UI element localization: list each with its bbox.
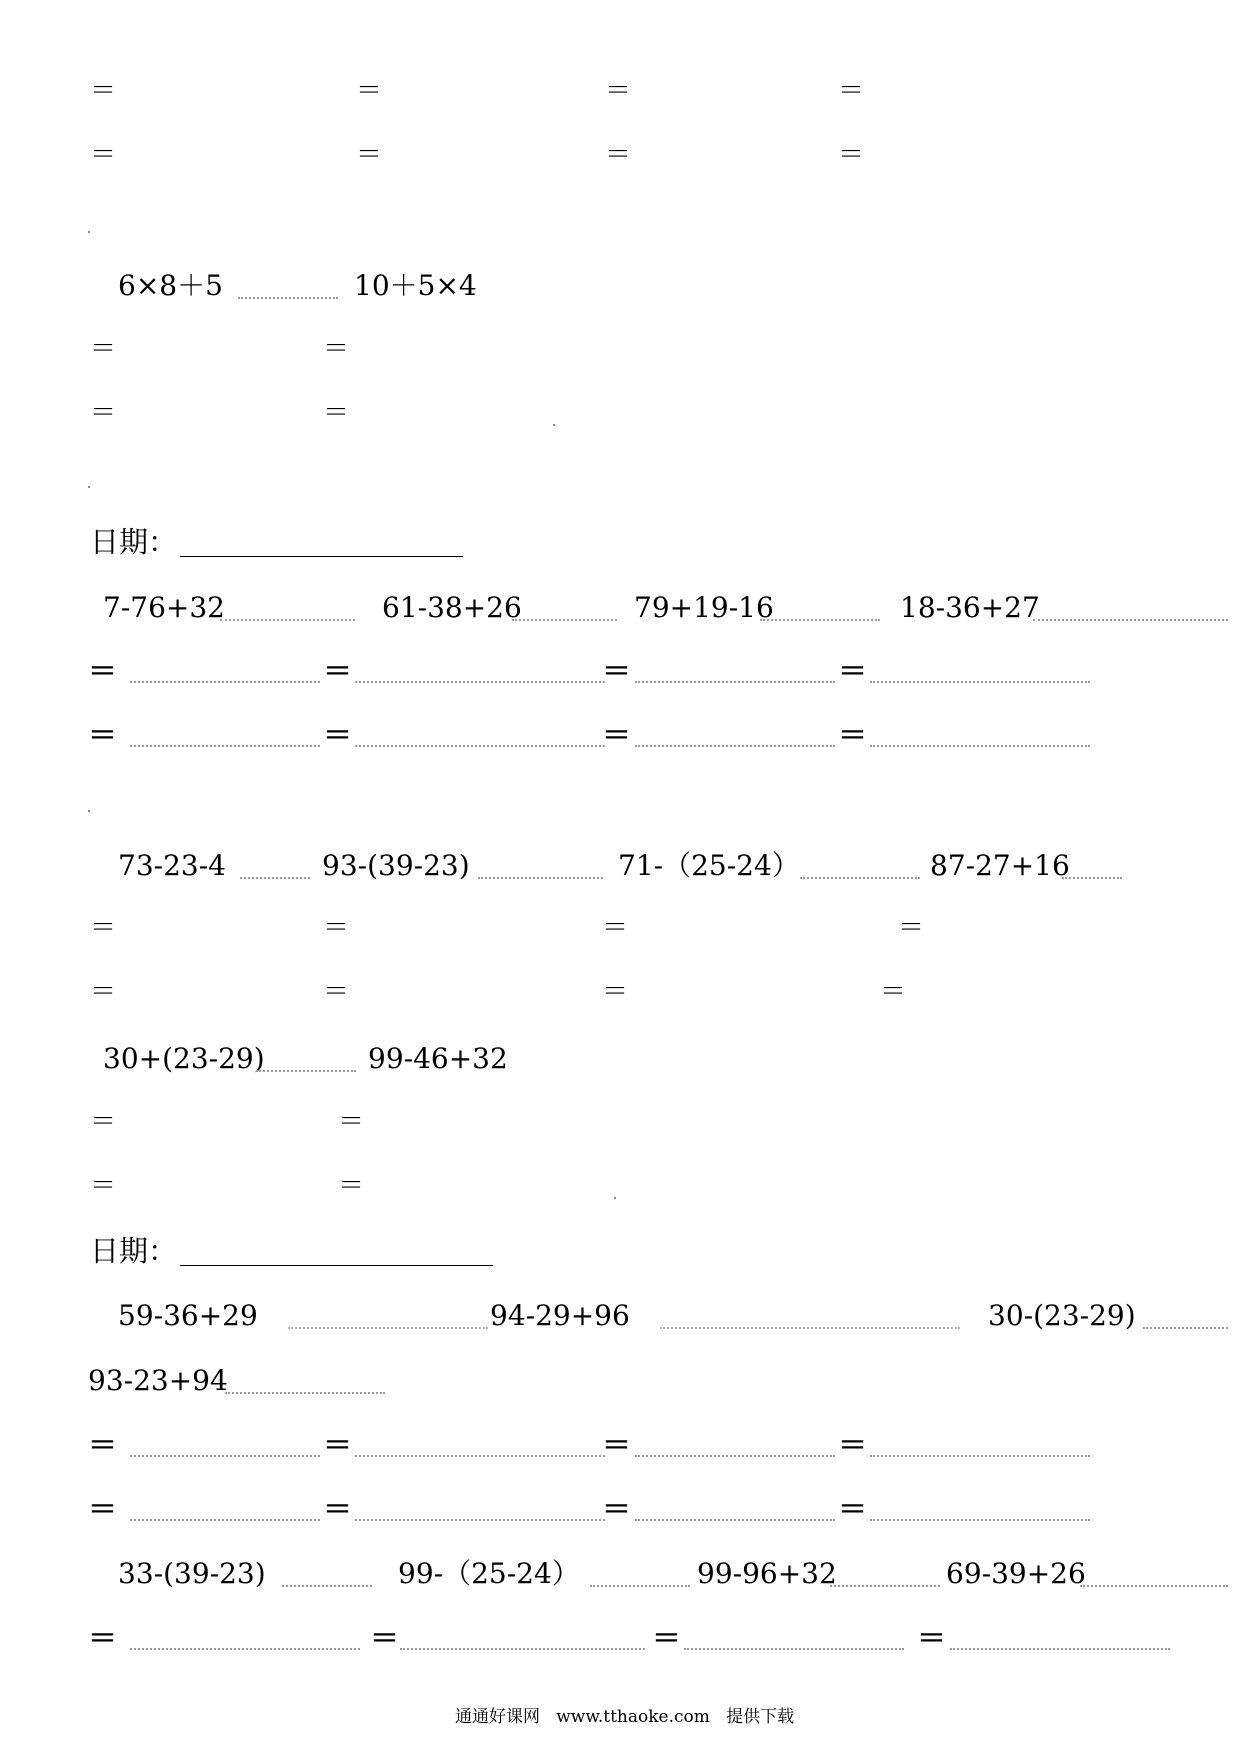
- equals-sign: ＝: [602, 977, 629, 1007]
- answer-dotted-line: [950, 1648, 1170, 1650]
- equals-sign: ＝: [602, 1492, 632, 1526]
- equals-sign: ＝: [323, 913, 350, 943]
- dotted-leader: [288, 1327, 488, 1329]
- answer-dotted-line: [130, 1519, 320, 1521]
- equals-sign: ＝: [602, 718, 632, 752]
- equals-sign: ＝: [917, 1621, 947, 1655]
- equals-sign: ＝: [323, 1492, 353, 1526]
- expression: 33-(39-23): [118, 1557, 266, 1590]
- equals-sign: ＝: [90, 1171, 117, 1201]
- dotted-leader: [225, 1392, 385, 1394]
- expression: 18-36+27: [900, 591, 1040, 624]
- equals-sign: ＝: [838, 140, 865, 170]
- dotted-leader: [800, 877, 920, 879]
- dotted-leader: [660, 1327, 960, 1329]
- answer-dotted-line: [355, 681, 605, 683]
- answer-dotted-line: [635, 681, 835, 683]
- speck: [88, 810, 90, 812]
- date-line: [180, 556, 463, 557]
- speck: [553, 424, 555, 426]
- dotted-leader: [830, 1585, 940, 1587]
- expression: 99-（25-24）: [398, 1557, 580, 1590]
- footer: [455, 1709, 794, 1726]
- footer-site-name: 通通好课网: [455, 1707, 540, 1727]
- equals-sign: ＝: [323, 977, 350, 1007]
- answer-dotted-line: [635, 1455, 835, 1457]
- equals-sign: ＝: [652, 1621, 682, 1655]
- dotted-leader: [282, 1585, 372, 1587]
- equals-sign: ＝: [90, 76, 117, 106]
- speck: [614, 1197, 616, 1199]
- equals-sign: ＝: [356, 76, 383, 106]
- expression: 59-36+29: [118, 1299, 258, 1332]
- equals-sign: ＝: [90, 334, 117, 364]
- equals-sign: ＝: [88, 1492, 118, 1526]
- equals-sign: ＝: [838, 1428, 868, 1462]
- answer-dotted-line: [130, 745, 320, 747]
- expression: 7-76+32: [103, 591, 225, 624]
- equals-sign: ＝: [602, 654, 632, 688]
- equals-sign: ＝: [323, 1428, 353, 1462]
- dotted-leader: [590, 1585, 690, 1587]
- expression: 30+(23-29): [103, 1042, 265, 1075]
- dotted-leader: [220, 619, 355, 621]
- expression: 73-23-4: [118, 849, 226, 882]
- equals-sign: ＝: [838, 654, 868, 688]
- equals-sign: ＝: [605, 76, 632, 106]
- footer-url[interactable]: www.tthaoke.com: [556, 1707, 710, 1727]
- dotted-leader: [1080, 1585, 1228, 1587]
- equals-sign: ＝: [838, 718, 868, 752]
- dotted-leader: [1062, 877, 1122, 879]
- equals-sign: ＝: [602, 1428, 632, 1462]
- equals-sign: ＝: [88, 654, 118, 688]
- answer-dotted-line: [635, 745, 835, 747]
- equals-sign: ＝: [90, 398, 117, 428]
- equals-sign: ＝: [356, 140, 383, 170]
- answer-dotted-line: [870, 1519, 1090, 1521]
- equals-sign: ＝: [323, 398, 350, 428]
- footer-suffix: 提供下载: [726, 1707, 795, 1727]
- equals-sign: ＝: [880, 977, 907, 1007]
- equals-sign: ＝: [90, 913, 117, 943]
- expression: 30-(23-29): [988, 1299, 1136, 1332]
- equals-sign: ＝: [338, 1107, 365, 1137]
- answer-dotted-line: [355, 1519, 605, 1521]
- equals-sign: ＝: [370, 1621, 400, 1655]
- expression: 61-38+26: [382, 591, 522, 624]
- equals-sign: ＝: [338, 1171, 365, 1201]
- expression: 10＋5×4: [354, 269, 477, 302]
- equals-sign: ＝: [323, 654, 353, 688]
- expression: 6×8＋5: [118, 269, 223, 302]
- equals-sign: ＝: [90, 977, 117, 1007]
- date-label: 日期：: [90, 525, 178, 559]
- answer-dotted-line: [130, 1455, 320, 1457]
- expression: 94-29+96: [490, 1299, 630, 1332]
- answer-dotted-line: [684, 1648, 904, 1650]
- equals-sign: ＝: [605, 140, 632, 170]
- dotted-leader: [512, 619, 617, 621]
- speck: [88, 231, 90, 233]
- expression: 99-46+32: [368, 1042, 508, 1075]
- answer-dotted-line: [130, 1648, 360, 1650]
- answer-dotted-line: [635, 1519, 835, 1521]
- equals-sign: ＝: [323, 718, 353, 752]
- equals-sign: ＝: [838, 1492, 868, 1526]
- equals-sign: ＝: [838, 76, 865, 106]
- answer-dotted-line: [870, 745, 1090, 747]
- expression: 93-23+94: [88, 1364, 228, 1397]
- expression: 99-96+32: [697, 1557, 837, 1590]
- equals-sign: ＝: [602, 913, 629, 943]
- dotted-leader: [760, 619, 880, 621]
- equals-sign: ＝: [898, 913, 925, 943]
- dotted-leader: [1033, 619, 1228, 621]
- dotted-leader: [240, 877, 310, 879]
- equals-sign: ＝: [88, 718, 118, 752]
- expression: 87-27+16: [930, 849, 1070, 882]
- equals-sign: ＝: [323, 334, 350, 364]
- dotted-leader: [256, 1070, 356, 1072]
- dotted-leader: [478, 877, 603, 879]
- dotted-leader: [1143, 1327, 1228, 1329]
- answer-dotted-line: [870, 681, 1090, 683]
- answer-dotted-line: [355, 1455, 605, 1457]
- date-line: [180, 1265, 493, 1266]
- equals-sign: ＝: [90, 140, 117, 170]
- expression: 69-39+26: [946, 1557, 1086, 1590]
- answer-dotted-line: [130, 681, 320, 683]
- equals-sign: ＝: [90, 1107, 117, 1137]
- answer-dotted-line: [355, 745, 605, 747]
- answer-dotted-line: [870, 1455, 1090, 1457]
- answer-dotted-line: [400, 1648, 645, 1650]
- speck: [88, 486, 90, 488]
- expression: 93-(39-23): [322, 849, 470, 882]
- expression: 71-（25-24）: [618, 849, 800, 882]
- date-label: 日期：: [90, 1234, 178, 1268]
- equals-sign: ＝: [88, 1428, 118, 1462]
- dotted-leader: [238, 297, 338, 299]
- equals-sign: ＝: [88, 1621, 118, 1655]
- expression: 79+19-16: [634, 591, 774, 624]
